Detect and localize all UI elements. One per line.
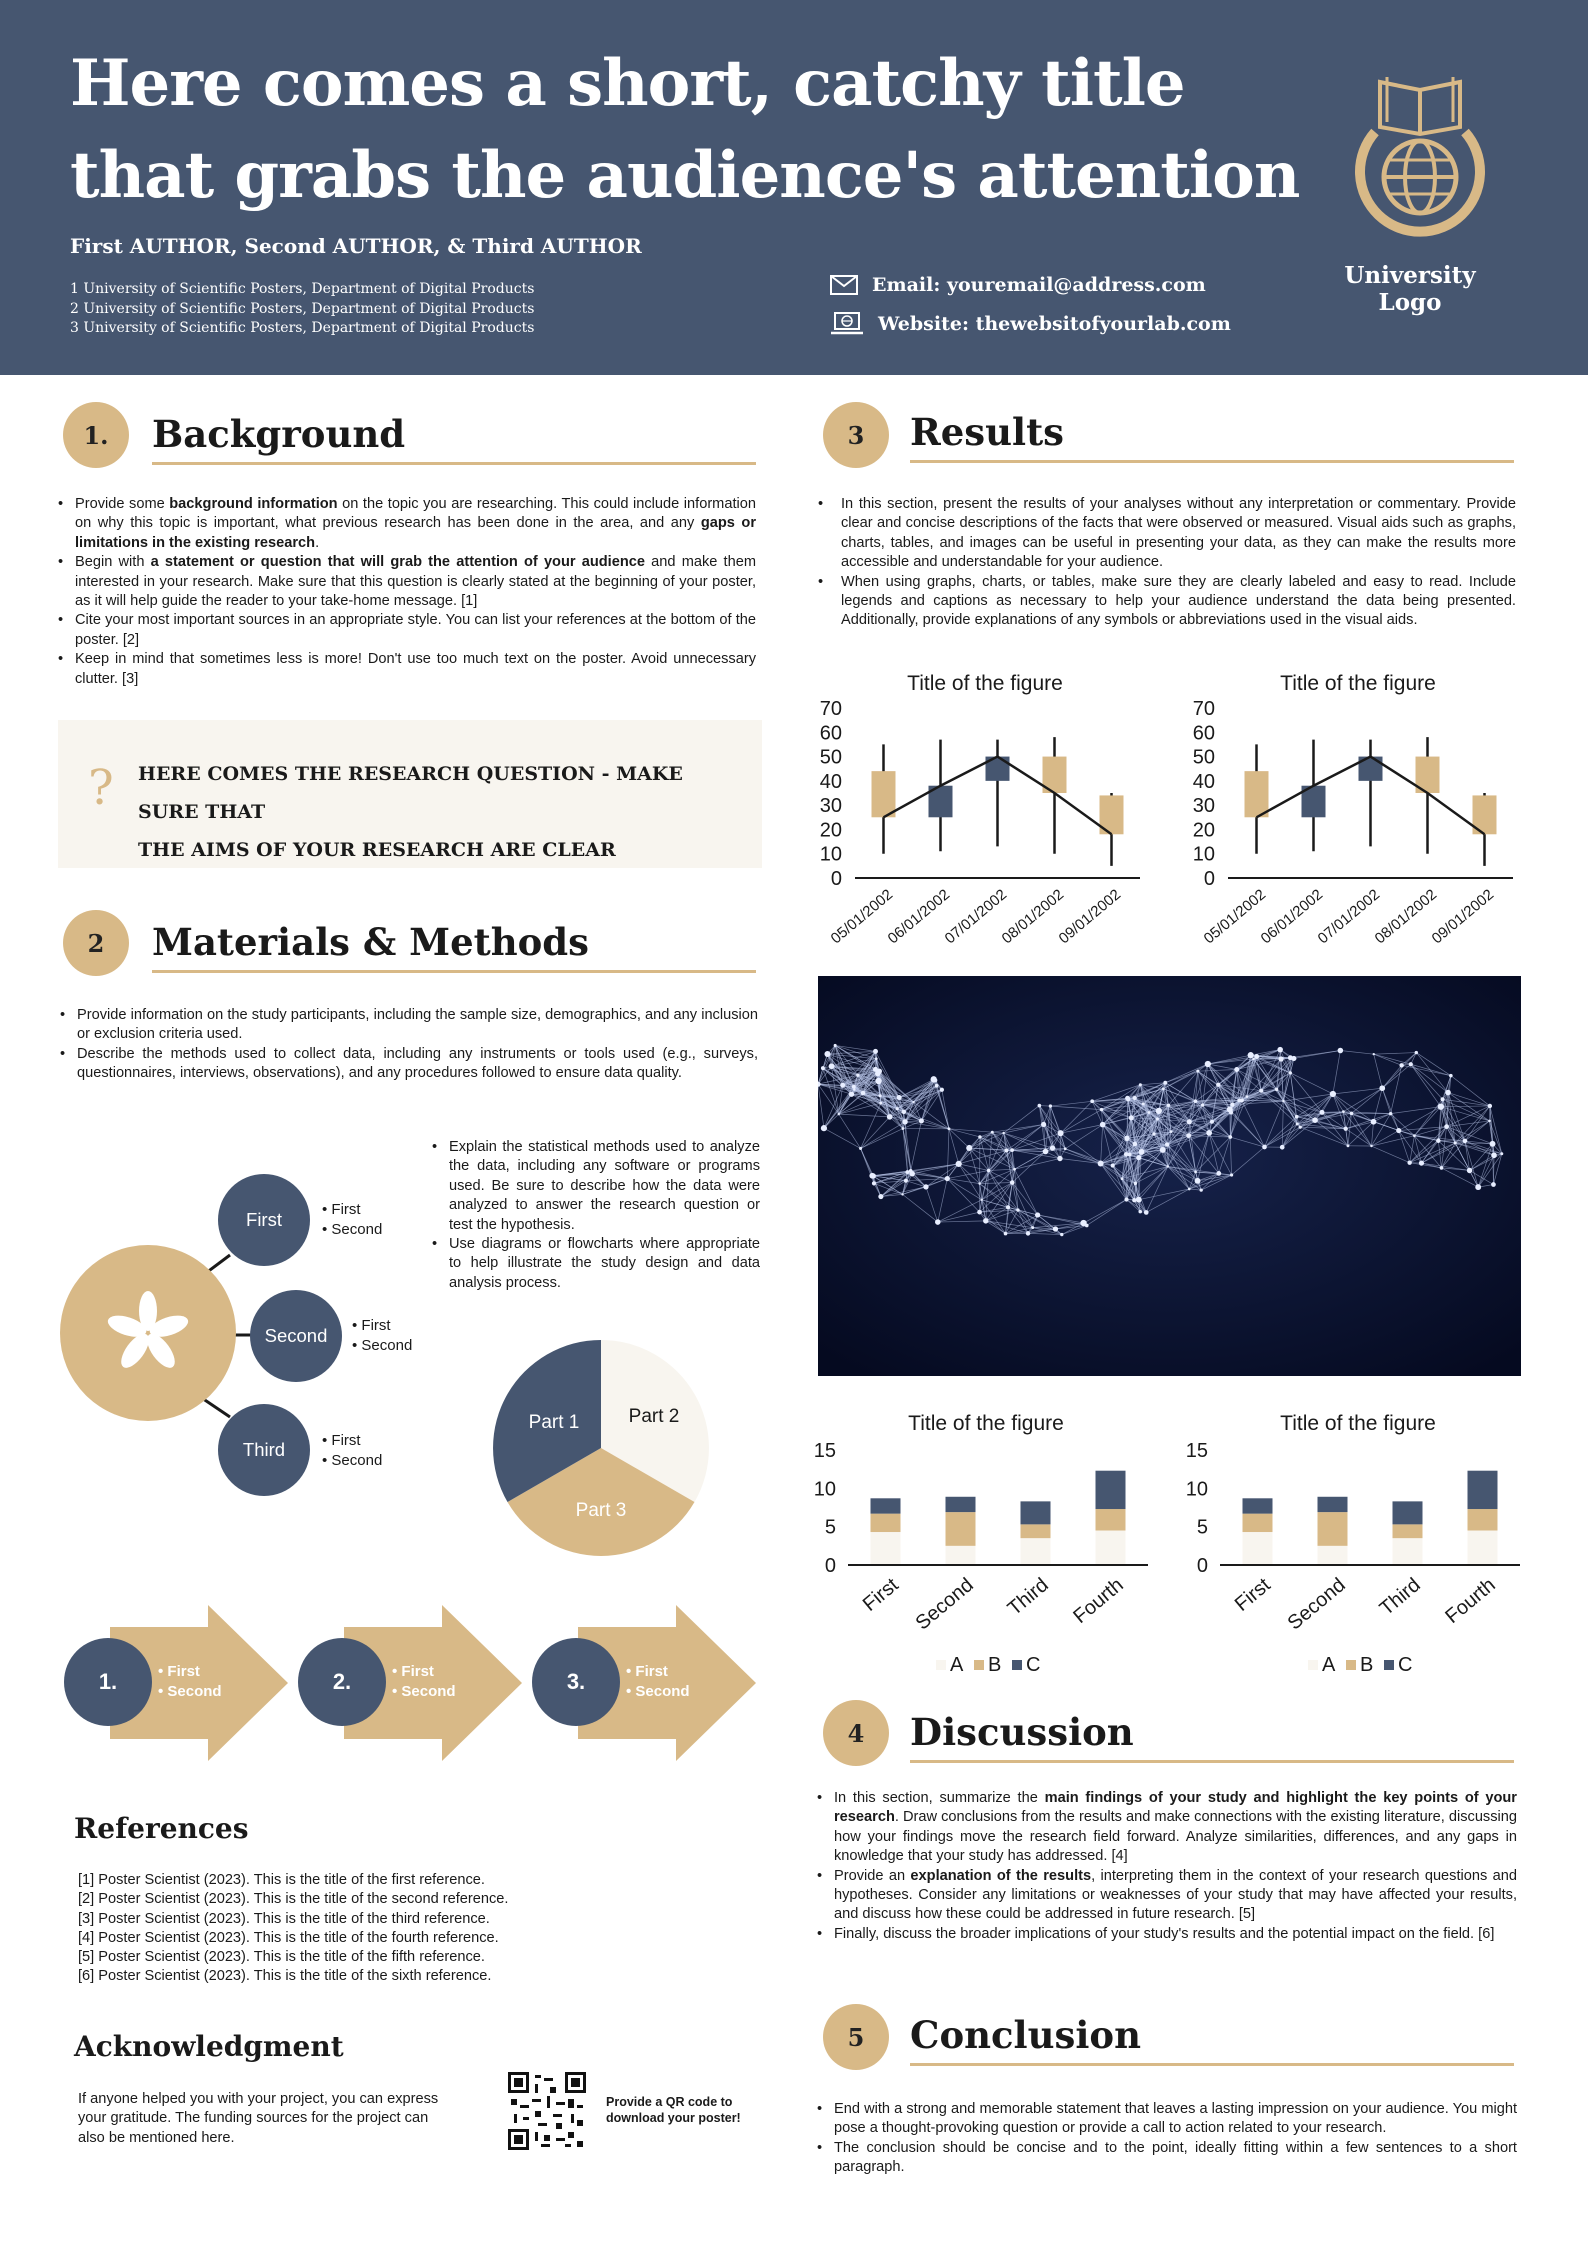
bar-segment-A [1468, 1531, 1498, 1566]
email-text: Email: youremail@address.com [872, 274, 1206, 296]
y-tick-label: 0 [1196, 1555, 1208, 1577]
authors: First AUTHOR, Second AUTHOR, & Third AUTHOR [70, 234, 642, 258]
chart-title: Title of the figure [907, 672, 1063, 695]
affiliation-2: 2 University of Scientific Posters, Department of Digital Products [70, 300, 535, 317]
y-tick-label: 0 [830, 868, 842, 890]
x-tick-label: 07/01/2002 [941, 886, 1011, 948]
pie-label-part3: Part 3 [575, 1500, 627, 1521]
affiliation-1: 1 University of Scientific Posters, Department of Digital Products [70, 281, 535, 297]
legend-label-A: A [950, 1654, 964, 1676]
legend-label-B: B [988, 1654, 1002, 1676]
y-tick-label: 20 [1192, 819, 1215, 842]
pie-label-part2: Part 2 [628, 1406, 680, 1427]
y-tick-label: 5 [824, 1516, 836, 1539]
step-number-3: 3. [532, 1638, 620, 1726]
step-2-bullets: • First • Second [392, 1662, 456, 1702]
section-rule [910, 1760, 1514, 1763]
reference-item: [6] Poster Scientist (2023). This is the title of the sixth reference. [78, 1968, 492, 1985]
candle-body [1245, 771, 1269, 817]
envelope-icon [830, 275, 858, 295]
legend-swatch-A [1308, 1660, 1318, 1670]
teamwork-hands-icon [60, 1245, 236, 1421]
qr-code-note: Provide a QR code to download your poster! [606, 2095, 741, 2125]
x-tick-label: Second [911, 1573, 978, 1635]
list-item: • Provide some background information on the topic you are researching. This could include information on why this topic is important, what previous research has been done in the area, and any gaps or limitations in the existing research. [56, 495, 756, 553]
results-section-header [823, 402, 889, 468]
list-item: • In this section, summarize the main findings of your study and highlight the key points of your research. Draw conclusions from the results and make connections with the existing literature, discussing how your findings move the research field forward. Analyze similarities, differences, and any gaps in knowledge that your study has addressed. [4] [815, 1789, 1517, 1867]
bar-segment-C [1318, 1497, 1348, 1512]
affiliation-3: 3 University of Scientific Posters, Department of Digital Products [70, 320, 535, 336]
candlestick-chart-1 [810, 660, 1150, 960]
methods-section-header [63, 910, 129, 976]
section-rule [910, 460, 1514, 463]
list-item: • Use diagrams or flowcharts where appropriate to help illustrate the study design and data analysis process. [430, 1235, 760, 1293]
x-tick-label: 07/01/2002 [1314, 886, 1384, 948]
section-number-badge: 5 [823, 2004, 889, 2070]
bar-segment-A [946, 1546, 976, 1565]
list-item: • Cite your most important sources in an appropriate style. You can list your references at the bottom of the poster. [2] [56, 611, 756, 650]
legend-swatch-C [1384, 1660, 1394, 1670]
bar-segment-C [1021, 1501, 1051, 1524]
references-list [78, 1871, 508, 1987]
reference-item: [3] Poster Scientist (2023). This is the title of the third reference. [78, 1910, 490, 1927]
y-tick-label: 20 [819, 819, 842, 842]
legend-label-B: B [1360, 1654, 1374, 1676]
legend-label-A: A [1322, 1654, 1336, 1676]
x-tick-label: Fourth [1069, 1573, 1128, 1628]
poster-header [0, 0, 1588, 375]
list-item: • The conclusion should be concise and to the point, ideally fitting within a few sentences to a short paragraph. [815, 2139, 1517, 2178]
y-tick-label: 0 [1203, 868, 1215, 890]
section-rule [910, 2063, 1514, 2066]
x-tick-label: 06/01/2002 [1257, 886, 1327, 948]
node-third-bullets: • First • Second [322, 1431, 382, 1470]
bar-segment-A [1318, 1546, 1348, 1565]
y-tick-label: 10 [813, 1478, 836, 1501]
conclusion-bullets [815, 2100, 1517, 2178]
bar-segment-C [946, 1497, 976, 1512]
section-number-badge: 1. [63, 402, 129, 468]
list-item: • When using graphs, charts, or tables, make sure they are clearly labeled and easy to read. Include legends and captions as necessary to help your audience understand the data being presented. Additionally, provide explanations of any symbols or abbreviations used in the visual aids. [816, 573, 1516, 631]
y-tick-label: 30 [819, 795, 842, 818]
bar-segment-B [1318, 1512, 1348, 1546]
y-tick-label: 10 [1185, 1478, 1208, 1501]
bar-segment-C [1243, 1498, 1273, 1513]
list-item: • Begin with a statement or question that will grab the attention of your audience and make them interested in your research. Make sure that this question is clearly stated at the beginning of your poster, as it will help guide the reader to your take-home message. [1] [56, 553, 756, 611]
step-number-2: 2. [298, 1638, 386, 1726]
y-tick-label: 15 [1185, 1440, 1208, 1462]
bar-segment-C [1096, 1471, 1126, 1509]
x-tick-label: First [858, 1573, 903, 1616]
section-number-badge: 3 [823, 402, 889, 468]
x-tick-label: Fourth [1441, 1573, 1500, 1628]
x-tick-label: Third [1375, 1573, 1425, 1621]
background-section-header [63, 402, 129, 468]
step-1-bullets: • First • Second [158, 1662, 222, 1702]
x-tick-label: 05/01/2002 [827, 886, 897, 948]
y-tick-label: 0 [824, 1555, 836, 1577]
x-tick-label: 09/01/2002 [1428, 886, 1498, 948]
bar-segment-C [871, 1498, 901, 1513]
chart-title: Title of the figure [908, 1412, 1064, 1435]
x-tick-label: Second [1283, 1573, 1350, 1635]
methods-bullets-right [430, 1138, 760, 1293]
legend-swatch-B [974, 1660, 984, 1670]
section-rule [152, 970, 756, 973]
node-second-bullets: • First • Second [352, 1316, 412, 1355]
discussion-bullets [815, 1789, 1517, 1944]
results-bullets [816, 495, 1516, 631]
website-contact [830, 312, 1231, 336]
reference-item: [4] Poster Scientist (2023). This is the title of the fourth reference. [78, 1929, 499, 1946]
references-title: References [74, 1812, 249, 1845]
conclusion-title: Conclusion [910, 2013, 1141, 2057]
list-item: • Provide information on the study participants, including the sample size, demographics, and any inclusion or exclusion criteria used. [58, 1006, 758, 1045]
email-contact [830, 274, 1206, 296]
discussion-section-header [823, 1700, 889, 1766]
list-item: • Provide an explanation of the results, interpreting them in the context of your research questions and hypotheses. Consider any limitations or weaknesses of your study that may have affected your results, and discuss how these could be addressed in future research. [5] [815, 1867, 1517, 1925]
bar-segment-C [1468, 1471, 1498, 1509]
x-tick-label: 08/01/2002 [998, 886, 1068, 948]
list-item: • Describe the methods used to collect data, including any instruments or tools used (e.g., surveys, questionnaires, interviews, observations), and any procedures followed to ensure data quality. [58, 1045, 758, 1084]
reference-item: [2] Poster Scientist (2023). This is the title of the second reference. [78, 1891, 509, 1908]
acknowledgment-title: Acknowledgment [74, 2030, 344, 2063]
y-tick-label: 60 [1192, 722, 1215, 745]
list-item: • In this section, present the results of your analyses without any interpretation or commentary. Provide clear and concise descriptions of the facts that were observed or measured. Visual aids such as graphs, charts, tables, and images can be useful in presenting your data, as they can make the results more accessible and understandable for your audience. [816, 495, 1516, 573]
bar-segment-B [1021, 1524, 1051, 1538]
y-tick-label: 5 [1196, 1516, 1208, 1539]
y-tick-label: 50 [1192, 746, 1215, 769]
methods-bullets [58, 1006, 758, 1084]
chart-title: Title of the figure [1280, 672, 1436, 695]
bar-segment-A [1096, 1531, 1126, 1566]
x-tick-label: 06/01/2002 [884, 886, 954, 948]
section-number-badge: 4 [823, 1700, 889, 1766]
bar-segment-A [1393, 1538, 1423, 1565]
bar-segment-B [1243, 1514, 1273, 1532]
discussion-title: Discussion [910, 1710, 1134, 1754]
y-tick-label: 30 [1192, 795, 1215, 818]
university-logo-text: University Logo [1344, 262, 1476, 316]
bar-segment-B [1393, 1524, 1423, 1538]
node-second: Second [250, 1290, 342, 1382]
section-number-badge: 2 [63, 910, 129, 976]
hub-circle [60, 1245, 236, 1421]
x-tick-label: 08/01/2002 [1371, 886, 1441, 948]
affiliations [70, 280, 534, 339]
y-tick-label: 40 [1192, 770, 1215, 793]
question-mark-icon: ? [88, 760, 114, 816]
x-tick-label: 05/01/2002 [1200, 886, 1270, 948]
reference-item: [1] Poster Scientist (2023). This is the title of the first reference. [78, 1872, 485, 1888]
y-tick-label: 10 [1192, 843, 1215, 866]
bar-segment-A [1243, 1532, 1273, 1565]
bar-segment-B [1468, 1509, 1498, 1530]
legend-swatch-B [1346, 1660, 1356, 1670]
node-first: First [218, 1174, 310, 1266]
bar-segment-A [1021, 1538, 1051, 1565]
background-title: Background [152, 412, 406, 456]
bar-segment-A [871, 1532, 901, 1565]
bar-segment-B [871, 1514, 901, 1532]
x-tick-label: First [1230, 1573, 1275, 1616]
x-tick-label: Third [1003, 1573, 1053, 1621]
background-bullets [56, 495, 756, 689]
website-text: Website: thewebsitofyourlab.com [878, 313, 1231, 335]
section-rule [152, 462, 756, 465]
laptop-globe-icon [830, 312, 864, 336]
y-tick-label: 40 [819, 770, 842, 793]
stacked-bar-chart-2 [1180, 1400, 1525, 1690]
acknowledgment-text: If anyone helped you with your project, you can express your gratitude. The funding sources for the project can also be mentioned here. [78, 2091, 439, 2146]
pie-label-part1: Part 1 [528, 1412, 580, 1433]
candlestick-chart-2 [1183, 660, 1523, 960]
step-3-bullets: • First • Second [626, 1662, 690, 1702]
poster-title [70, 38, 1320, 222]
y-tick-label: 60 [819, 722, 842, 745]
y-tick-label: 70 [1192, 698, 1215, 720]
step-number-1: 1. [64, 1638, 152, 1726]
list-item: • Finally, discuss the broader implications of your study's results and the potential impact on the field. [6] [815, 1925, 1517, 1944]
legend-label-C: C [1026, 1654, 1041, 1676]
stacked-bar-chart-1 [808, 1400, 1153, 1690]
network-image [818, 976, 1521, 1376]
methods-pie-chart [488, 1335, 714, 1561]
title-line-1: Here comes a short, catchy title [70, 46, 1185, 121]
node-first-bullets: • First • Second [322, 1200, 382, 1239]
university-logo-icon [1345, 72, 1495, 242]
research-question: HERE COMES THE RESEARCH QUESTION - MAKE SURE THAT THE AIMS OF YOUR RESEARCH ARE CLEAR [138, 763, 683, 861]
y-tick-label: 15 [813, 1440, 836, 1462]
chart-title: Title of the figure [1280, 1412, 1436, 1435]
node-third: Third [218, 1404, 310, 1496]
bar-segment-B [1096, 1509, 1126, 1530]
bar-segment-C [1393, 1501, 1423, 1524]
title-line-2: that grabs the audience's attention [70, 138, 1300, 213]
y-tick-label: 10 [819, 843, 842, 866]
bar-segment-B [946, 1512, 976, 1546]
y-tick-label: 50 [819, 746, 842, 769]
candle-body [872, 771, 896, 817]
methods-title: Materials & Methods [152, 920, 590, 964]
list-item: • Explain the statistical methods used to analyze the data, including any software or programs used. Be sure to describe how the data were analyzed to answer the research question or test the hypothesis. [430, 1138, 760, 1235]
qr-code-icon [508, 2072, 586, 2150]
reference-item: [5] Poster Scientist (2023). This is the title of the fifth reference. [78, 1949, 485, 1966]
results-title: Results [910, 410, 1064, 454]
legend-label-C: C [1398, 1654, 1413, 1676]
legend-swatch-C [1012, 1660, 1022, 1670]
conclusion-section-header [823, 2004, 889, 2070]
list-item: • Keep in mind that sometimes less is more! Don't use too much text on the poster. Avoid unnecessary clutter. [3] [56, 650, 756, 689]
y-tick-label: 70 [819, 698, 842, 720]
x-tick-label: 09/01/2002 [1055, 886, 1125, 948]
list-item: • End with a strong and memorable statement that leaves a lasting impression on your audience. You might pose a thought-provoking question or provide a call to action related to your research. [815, 2100, 1517, 2139]
legend-swatch-A [936, 1660, 946, 1670]
